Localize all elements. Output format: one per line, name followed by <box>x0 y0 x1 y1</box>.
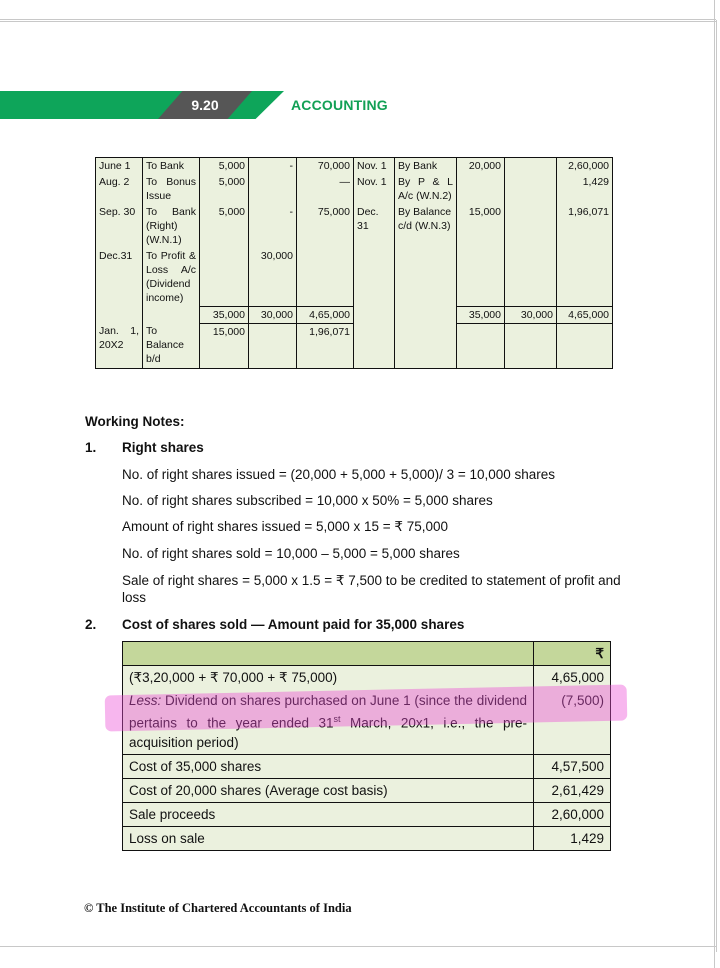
ledger-amount <box>505 174 557 204</box>
ledger-amount: 1,429 <box>557 174 613 204</box>
ledger-date: Jan. 1, 20X2 <box>96 323 143 368</box>
footer-copyright: © The Institute of Chartered Accountants of India <box>84 901 352 915</box>
ledger-cr-particulars: By Bank <box>395 158 457 175</box>
cost-amount: 4,57,500 <box>534 754 611 778</box>
chapter-header-band <box>0 91 284 119</box>
ledger-amount <box>505 158 557 175</box>
page-number: 9.20 <box>191 97 219 113</box>
note-line: No. of right shares issued = (20,000 + 5,000 + 5,000)/ 3 = 10,000 shares <box>122 467 556 482</box>
ledger-amount <box>557 248 613 306</box>
ledger-amount: 15,000 <box>200 323 249 368</box>
cost-desc: (₹3,20,000 + ₹ 70,000 + ₹ 75,000) <box>123 666 534 690</box>
ledger-total: 4,65,000 <box>557 306 613 323</box>
cost-amount: (7,500) <box>534 689 611 754</box>
chapter-title: ACCOUNTING <box>291 97 388 113</box>
note-line: Amount of right shares issued = 5,000 x 15 = ₹ 75,000 <box>122 519 449 534</box>
ledger-cr-particulars: By Balance c/d (W.N.3) <box>395 204 457 248</box>
ledger-row <box>96 158 613 175</box>
note-line: No. of right shares subscribed = 10,000 x 50% = 5,000 shares <box>122 493 493 508</box>
section-title: Right shares <box>122 440 204 455</box>
cost-desc: Sale proceeds <box>123 802 534 826</box>
ledger-total: 30,000 <box>249 306 297 323</box>
ledger-row <box>96 204 613 248</box>
ledger-cr-particulars: By P & L A/c (W.N.2) <box>395 174 457 204</box>
ledger-amount: — <box>297 174 354 204</box>
investment-ledger-table <box>95 157 613 369</box>
ledger-cr-date <box>354 248 395 306</box>
ledger-date: Sep. 30 <box>96 204 143 248</box>
ledger-totals-row <box>96 306 613 323</box>
ledger-particulars: To Profit & Loss A/c (Dividend income) <box>143 248 200 306</box>
ledger-amount: 75,000 <box>297 204 354 248</box>
ledger-amount: 15,000 <box>457 204 505 248</box>
cost-row <box>123 754 611 778</box>
ledger-amount: - <box>249 204 297 248</box>
section-title: Cost of shares sold — Amount paid for 35,000 shares <box>122 617 465 632</box>
less-label: Less: <box>129 693 162 708</box>
ledger-cr-date: Nov. 1 <box>354 158 395 175</box>
cost-row <box>123 826 611 850</box>
ledger-amount: 70,000 <box>297 158 354 175</box>
ledger-amount <box>457 248 505 306</box>
ledger-cr-date: Nov. 1 <box>354 174 395 204</box>
ledger-amount: - <box>249 158 297 175</box>
ledger-amount <box>505 204 557 248</box>
ledger-total: 4,65,000 <box>297 306 354 323</box>
section-number: 2. <box>85 617 97 632</box>
ledger-amount: 5,000 <box>200 174 249 204</box>
ledger-date: Dec.31 <box>96 248 143 306</box>
cost-amount: 1,429 <box>534 826 611 850</box>
ledger-amount <box>505 248 557 306</box>
cost-table-header <box>123 642 611 666</box>
cost-row <box>123 666 611 690</box>
ledger-amount: 2,60,000 <box>557 158 613 175</box>
cost-row <box>123 778 611 802</box>
ledger-amount <box>249 323 297 368</box>
ledger-amount: 1,96,071 <box>557 204 613 248</box>
cost-row <box>123 802 611 826</box>
ledger-row <box>96 248 613 306</box>
ledger-opening-row <box>96 323 613 368</box>
page-top-rule <box>0 19 716 20</box>
cost-desc: Loss on sale <box>123 826 534 850</box>
ledger-particulars: To Bank <box>143 158 200 175</box>
ledger-amount: 20,000 <box>457 158 505 175</box>
page-top-rule-inner <box>0 21 716 22</box>
ledger-row <box>96 174 613 204</box>
cost-desc-less: Less: Dividend on shares purchased on June 1 (since the dividend pertains to the year ended 31st March, 20x1, i.e., the pre-acquisition period) <box>123 689 534 754</box>
ledger-total: 30,000 <box>505 306 557 323</box>
ledger-cr-date: Dec. 31 <box>354 204 395 248</box>
working-notes-title: Working Notes: <box>85 414 185 429</box>
ledger-date: Aug. 2 <box>96 174 143 204</box>
ledger-amount: 5,000 <box>200 204 249 248</box>
ledger-cr-particulars <box>395 248 457 306</box>
note-line: Sale of right shares = 5,000 x 1.5 = ₹ 7,500 to be credited to statement of profit and loss <box>122 573 621 605</box>
ledger-amount: 5,000 <box>200 158 249 175</box>
ledger-amount <box>200 248 249 306</box>
page-bottom-rule <box>0 946 716 947</box>
page-right-rule-inner <box>716 20 717 952</box>
cost-desc: Cost of 20,000 shares (Average cost basis) <box>123 778 534 802</box>
ledger-particulars: To Balance b/d <box>143 323 200 368</box>
ledger-amount <box>457 174 505 204</box>
cost-desc: Cost of 35,000 shares <box>123 754 534 778</box>
cost-amount: 2,61,429 <box>534 778 611 802</box>
ledger-amount <box>249 174 297 204</box>
ledger-amount: 30,000 <box>249 248 297 306</box>
section-number: 1. <box>85 440 97 455</box>
ledger-total: 35,000 <box>200 306 249 323</box>
cost-of-shares-table <box>122 641 611 851</box>
ledger-amount <box>297 248 354 306</box>
note-line: No. of right shares sold = 10,000 – 5,000 = 5,000 shares <box>122 546 460 561</box>
page-right-rule <box>714 0 715 968</box>
ledger-date: June 1 <box>96 158 143 175</box>
rupee-icon: ₹ <box>534 642 611 666</box>
cost-amount: 2,60,000 <box>534 802 611 826</box>
cost-amount: 4,65,000 <box>534 666 611 690</box>
ledger-particulars: To Bonus Issue <box>143 174 200 204</box>
ledger-particulars: To Bank (Right) (W.N.1) <box>143 204 200 248</box>
cost-row <box>123 689 611 754</box>
ledger-amount: 1,96,071 <box>297 323 354 368</box>
ledger-total: 35,000 <box>457 306 505 323</box>
